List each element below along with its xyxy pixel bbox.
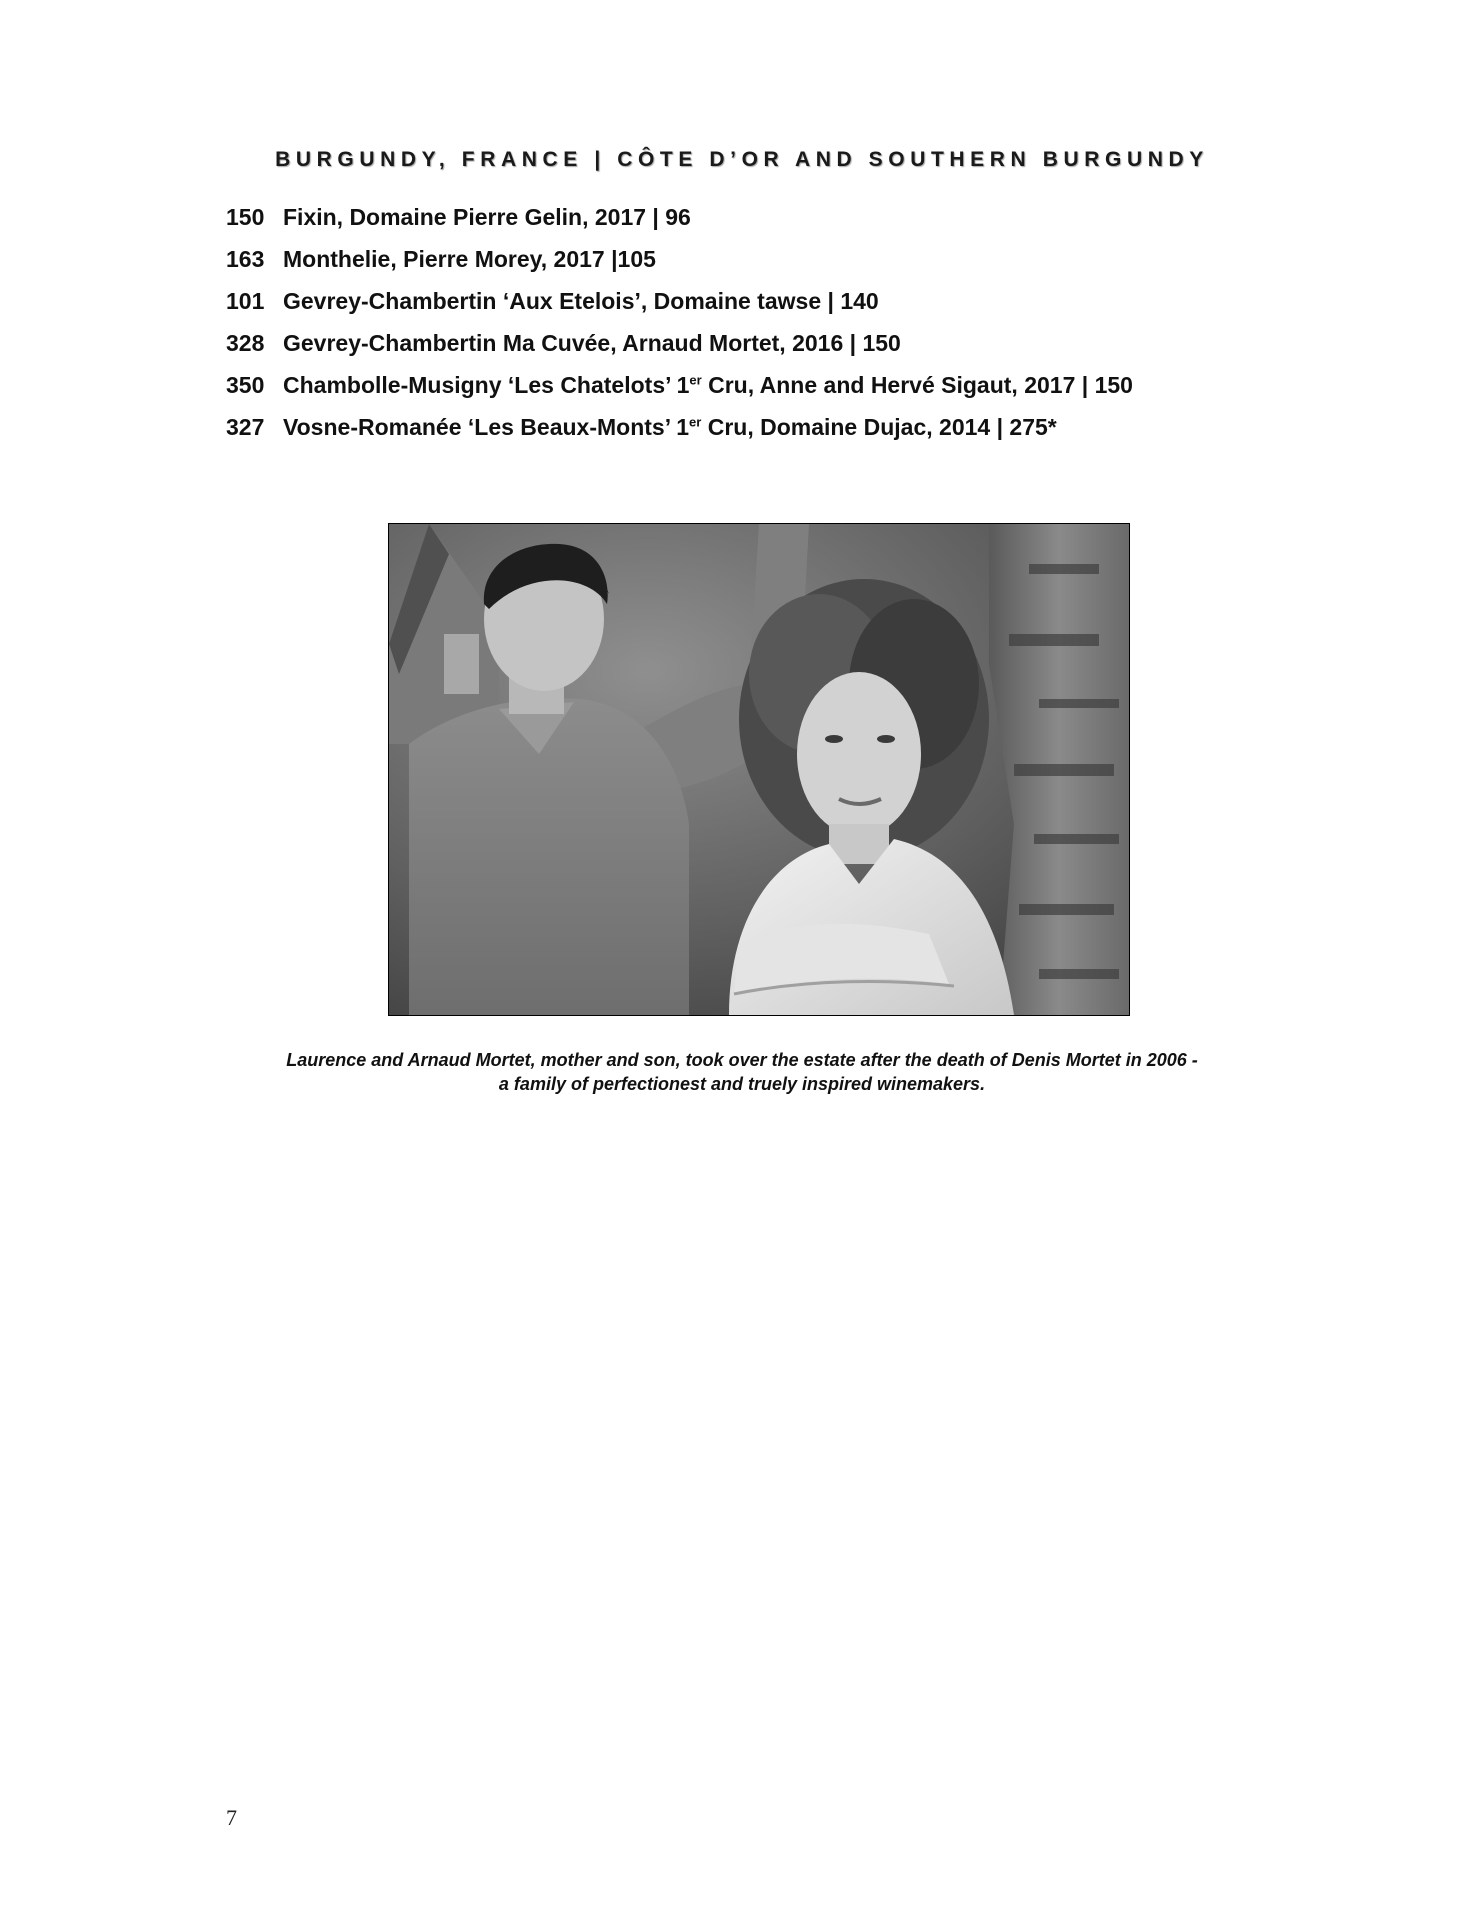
wine-bin-number: 150 — [226, 204, 265, 230]
wine-item — [226, 288, 1326, 330]
wine-description — [283, 372, 1133, 399]
wine-description: Gevrey-Chambertin Ma Cuvée, Arnaud Mortet, 2016 | 150 — [283, 330, 901, 356]
wine-item — [226, 204, 1326, 246]
wine-description-start: Chambolle-Musigny ‘Les Chatelots’ 1 — [283, 372, 690, 398]
ordinal-superscript: er — [689, 372, 702, 388]
wine-description: Fixin, Domaine Pierre Gelin, 2017 | 96 — [283, 204, 691, 230]
wine-item — [226, 330, 1326, 372]
wine-item — [226, 414, 1326, 456]
wine-description-end: Cru, Anne and Hervé Sigaut, 2017 | 150 — [701, 372, 1133, 398]
winemakers-photo — [388, 523, 1130, 1016]
wine-item — [226, 246, 1326, 288]
wine-item — [226, 372, 1326, 414]
wine-bin-number: 350 — [226, 372, 265, 398]
caption-line: a family of perfectionest and truely inspired winemakers. — [498, 1074, 986, 1094]
ordinal-superscript: er — [689, 414, 702, 430]
wine-description: Monthelie, Pierre Morey, 2017 |105 — [283, 246, 656, 272]
wine-bin-number: 328 — [226, 330, 265, 356]
wine-description: Gevrey-Chambertin ‘Aux Etelois’, Domaine tawse | 140 — [283, 288, 879, 314]
caption-line: Laurence and Arnaud Mortet, mother and son, took over the estate after the death of Denis Mortet in 2006 - — [286, 1050, 1198, 1070]
page-number: 7 — [226, 1805, 237, 1830]
wine-bin-number: 163 — [226, 246, 265, 272]
photo-caption — [0, 1048, 1484, 1096]
wine-description-start: Vosne-Romanée ‘Les Beaux-Monts’ 1 — [283, 414, 690, 440]
wine-description-end: Cru, Domaine Dujac, 2014 | 275* — [701, 414, 1057, 440]
wine-bin-number: 101 — [226, 288, 265, 314]
page-heading: BURGUNDY, FRANCE | CÔTE D’OR AND SOUTHERN BURGUNDY — [275, 148, 1209, 171]
wine-bin-number: 327 — [226, 414, 265, 440]
wine-description — [283, 414, 1057, 441]
wine-list — [226, 204, 1326, 456]
